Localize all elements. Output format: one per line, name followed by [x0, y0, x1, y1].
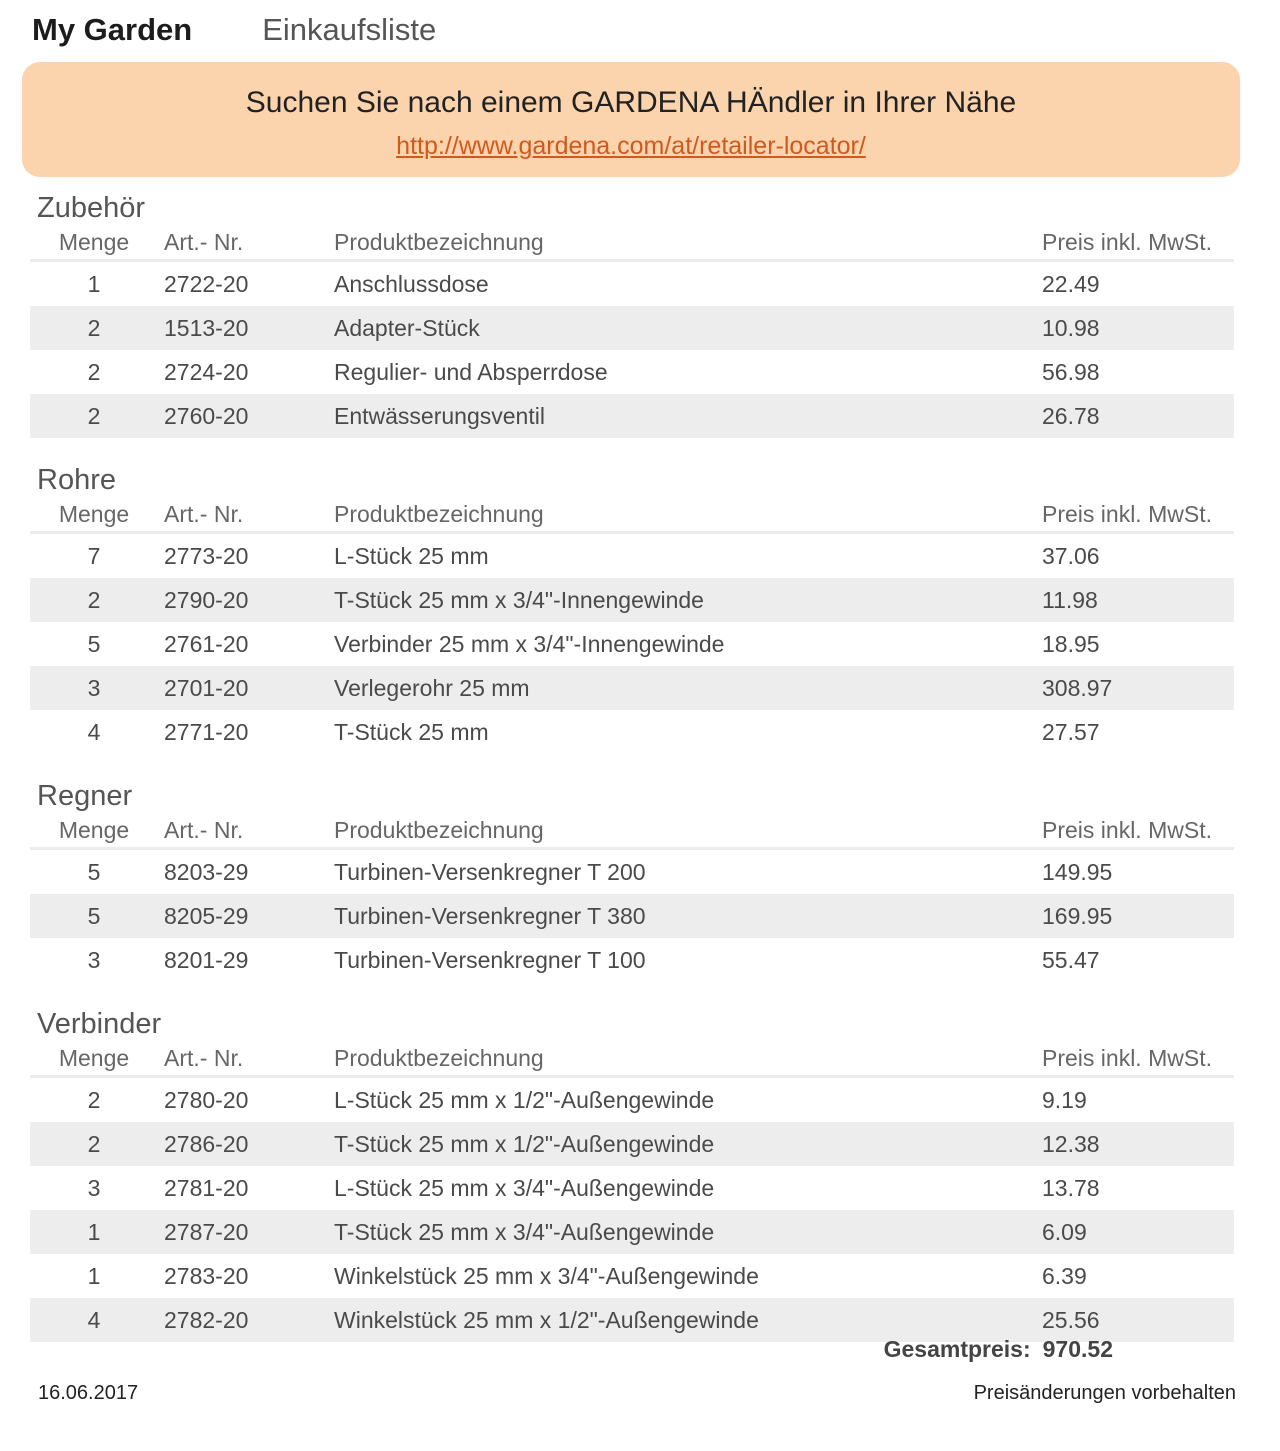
section [30, 190, 1234, 438]
cell-qty: 4 [30, 1298, 158, 1342]
cell-name: T-Stück 25 mm x 1/2"-Außengewinde [334, 1122, 1034, 1166]
cell-art: 8201-29 [164, 946, 249, 973]
cell-price: 6.39 [1042, 1262, 1087, 1289]
cell-price: 25.56 [1034, 1298, 1234, 1342]
cell-name: Verbinder 25 mm x 3/4"-Innengewinde [334, 630, 725, 657]
cell-art: 2786-20 [158, 1122, 334, 1166]
section-title: Verbinder [37, 1008, 162, 1040]
section-spacer [30, 438, 1234, 462]
cell-art: 2780-20 [164, 1086, 249, 1113]
cell-art: 2722-20 [164, 270, 249, 297]
section-title: Rohre [37, 464, 116, 496]
cell-name: Turbinen-Versenkregner T 100 [334, 946, 646, 973]
cell-qty: 3 [87, 1174, 101, 1201]
cell-name: Winkelstück 25 mm x 1/2"-Außengewinde [334, 1298, 1034, 1342]
cell-qty: 2 [87, 1086, 101, 1113]
cell-name: L-Stück 25 mm [334, 542, 489, 569]
cell-price: 27.57 [1042, 718, 1100, 745]
cell-art: 2724-20 [164, 358, 249, 385]
table-row [30, 306, 1234, 350]
table-row [30, 350, 1234, 394]
cell-art: 2761-20 [164, 630, 249, 657]
cell-name: L-Stück 25 mm x 1/2"-Außengewinde [334, 1086, 715, 1113]
cell-name: Anschlussdose [334, 270, 489, 297]
banner-title: Suchen Sie nach einem GARDENA HÄndler in Ihrer Nähe [245, 86, 1017, 119]
cell-price: 169.95 [1034, 894, 1234, 938]
brand-title: My Garden [32, 12, 193, 47]
cell-art: 8205-29 [158, 894, 334, 938]
cell-price: 12.38 [1034, 1122, 1234, 1166]
column-header-name: Produktbezeichnung [334, 226, 1034, 261]
cell-qty: 7 [87, 542, 101, 569]
cell-qty: 2 [87, 358, 101, 385]
column-header-price: Preis inkl. MwSt. [1034, 1042, 1234, 1077]
cell-price: 22.49 [1042, 270, 1100, 297]
product-table [30, 1042, 1234, 1342]
cell-price: 37.06 [1042, 542, 1100, 569]
table-row [30, 533, 1234, 579]
cell-price: 18.95 [1042, 630, 1100, 657]
cell-name: T-Stück 25 mm [334, 718, 489, 745]
total-label: Gesamtpreis: [883, 1336, 1031, 1362]
table-header-row [30, 226, 1234, 261]
table-row [30, 1210, 1234, 1254]
cell-art: 2790-20 [158, 578, 334, 622]
product-table [30, 814, 1234, 982]
header [32, 10, 436, 50]
cell-art: 8203-29 [164, 858, 249, 885]
column-header-name: Produktbezeichnung [334, 1042, 1034, 1077]
section-title: Zubehör [37, 192, 146, 224]
cell-name: Turbinen-Versenkregner T 380 [334, 894, 1034, 938]
column-header-price: Preis inkl. MwSt. [1034, 814, 1234, 849]
section [30, 462, 1234, 754]
column-header-art: Art.- Nr. [158, 814, 334, 849]
column-header-price: Preis inkl. MwSt. [1034, 226, 1234, 261]
cell-qty: 1 [87, 1262, 101, 1289]
total-value: 970.52 [1042, 1336, 1113, 1362]
table-row [30, 394, 1234, 438]
column-header-name: Produktbezeichnung [334, 498, 1034, 533]
product-table [30, 498, 1234, 754]
cell-price: 9.19 [1042, 1086, 1087, 1113]
cell-price: 26.78 [1034, 394, 1234, 438]
table-row [30, 666, 1234, 710]
table-row [30, 710, 1234, 754]
cell-art: 2701-20 [158, 666, 334, 710]
section [30, 778, 1234, 982]
cell-art: 2773-20 [164, 542, 249, 569]
cell-art: 2782-20 [158, 1298, 334, 1342]
column-header-art: Art.- Nr. [158, 1042, 334, 1077]
cell-name: L-Stück 25 mm x 3/4"-Außengewinde [334, 1174, 715, 1201]
cell-price: 55.47 [1042, 946, 1100, 973]
cell-price: 56.98 [1042, 358, 1100, 385]
table-row [30, 261, 1234, 307]
table-row [30, 1077, 1234, 1123]
cell-price: 6.09 [1034, 1210, 1234, 1254]
product-table [30, 226, 1234, 438]
cell-name: Verlegerohr 25 mm [334, 666, 1034, 710]
cell-qty: 3 [87, 946, 101, 973]
cell-qty: 3 [30, 666, 158, 710]
table-row [30, 849, 1234, 895]
list-date: 16.06.2017 [38, 1382, 139, 1404]
tab-shopping-list[interactable]: Einkaufsliste [262, 12, 437, 47]
cell-art: 2760-20 [158, 394, 334, 438]
cell-art: 2771-20 [164, 718, 249, 745]
cell-qty: 2 [30, 394, 158, 438]
total-price [884, 1336, 1113, 1363]
column-header-art: Art.- Nr. [158, 226, 334, 261]
section-title: Regner [37, 780, 133, 812]
section-spacer [30, 982, 1234, 1006]
column-header-qty: Menge [30, 498, 158, 533]
cell-qty: 1 [87, 270, 101, 297]
cell-name: Turbinen-Versenkregner T 200 [334, 858, 646, 885]
cell-art: 2787-20 [158, 1210, 334, 1254]
table-row [30, 894, 1234, 938]
table-row [30, 1254, 1234, 1298]
column-header-price: Preis inkl. MwSt. [1034, 498, 1234, 533]
cell-price: 13.78 [1042, 1174, 1100, 1201]
cell-qty: 5 [87, 858, 101, 885]
shopping-list [30, 190, 1234, 1342]
table-header-row [30, 814, 1234, 849]
retailer-banner [22, 62, 1240, 177]
section [30, 1006, 1234, 1342]
cell-qty: 4 [87, 718, 101, 745]
column-header-qty: Menge [30, 226, 158, 261]
cell-art: 2783-20 [164, 1262, 249, 1289]
section-spacer [30, 754, 1234, 778]
table-header-row [30, 1042, 1234, 1077]
cell-name: Entwässerungsventil [334, 394, 1034, 438]
cell-qty: 5 [30, 894, 158, 938]
cell-qty: 2 [30, 306, 158, 350]
cell-price: 149.95 [1042, 858, 1113, 885]
cell-price: 308.97 [1034, 666, 1234, 710]
cell-price: 11.98 [1034, 578, 1234, 622]
table-row [30, 578, 1234, 622]
column-header-art: Art.- Nr. [158, 498, 334, 533]
cell-qty: 5 [87, 630, 101, 657]
column-header-qty: Menge [30, 814, 158, 849]
retailer-locator-link[interactable]: http://www.gardena.com/at/retailer-locator/ [396, 132, 866, 160]
cell-art: 2781-20 [164, 1174, 249, 1201]
column-header-name: Produktbezeichnung [334, 814, 1034, 849]
cell-name: Adapter-Stück [334, 306, 1034, 350]
price-notice: Preisänderungen vorbehalten [973, 1382, 1236, 1404]
cell-name: Regulier- und Absperrdose [334, 358, 608, 385]
column-header-qty: Menge [30, 1042, 158, 1077]
table-row [30, 1122, 1234, 1166]
table-row [30, 622, 1234, 666]
cell-qty: 2 [30, 578, 158, 622]
cell-name: Winkelstück 25 mm x 3/4"-Außengewinde [334, 1262, 759, 1289]
cell-price: 10.98 [1034, 306, 1234, 350]
cell-qty: 2 [30, 1122, 158, 1166]
cell-qty: 1 [30, 1210, 158, 1254]
table-row [30, 938, 1234, 982]
table-row [30, 1166, 1234, 1210]
cell-art: 1513-20 [158, 306, 334, 350]
cell-name: T-Stück 25 mm x 3/4"-Außengewinde [334, 1210, 1034, 1254]
table-header-row [30, 498, 1234, 533]
cell-name: T-Stück 25 mm x 3/4"-Innengewinde [334, 578, 1034, 622]
